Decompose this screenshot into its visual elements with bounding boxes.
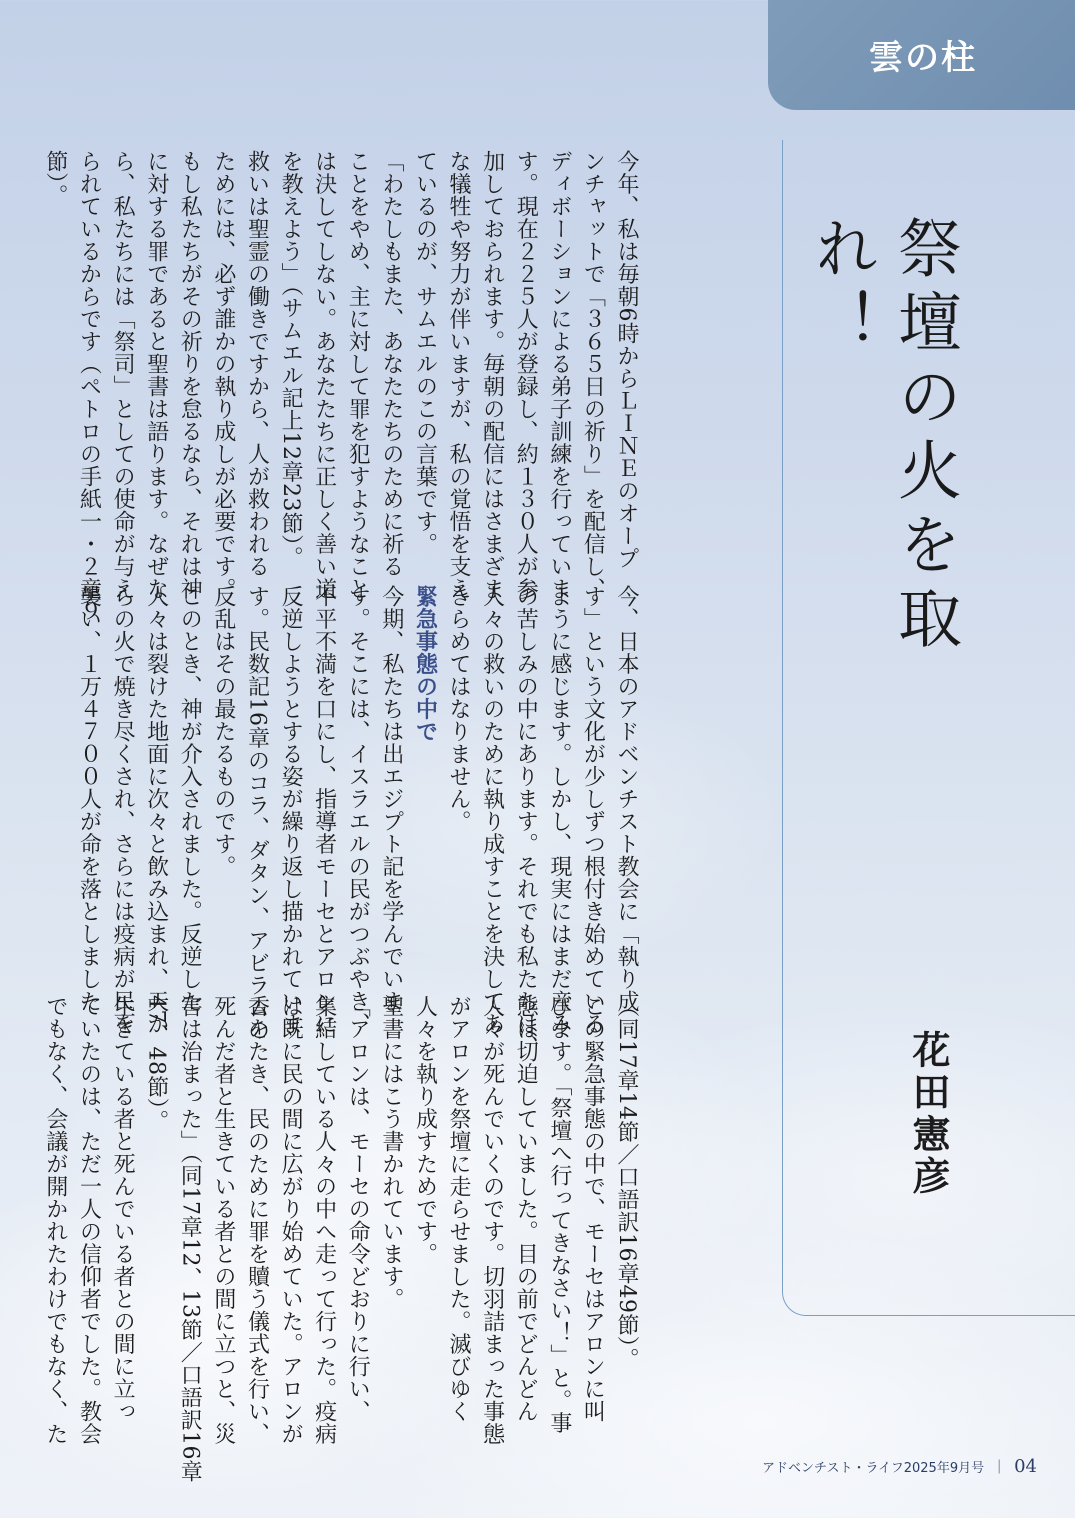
body-text-block-middle: [72, 585, 643, 1058]
body-text-block-bottom: （同17章14節／口語訳16章49節）。 この緊急事態の中で、モーセはアロンに叫 びます。「祭壇へ行ってきなさい！」と。事 態は切迫していました。目の前でどんどん 人々が死んでいくのです。切羽詰まった事態 がアロンを祭壇に走らせました。滅びゆく 人々を執り成すためです。 聖書にはこう書かれています。 「アロンは、モーセの命令どおりに行い、 集結している人々の中へ走って行った。疫病 は既に民の間に広がり始めていた。アロンが 香をたき、民のために罪を贖う儀式を行い、 死んだ者と生きている者との間に立つと、災 害は治まった」（同17章12、13節／口語訳16章 47、48節）。 生きている者と死んでいる者との間に立っ ていたのは、ただ一人の信仰者でした。教会 でもなく、会議が開かれたわけでもなく、た: [42, 995, 639, 1483]
section-label: 雲の柱: [869, 38, 977, 78]
section-subheading: 緊急事態の中で: [412, 585, 438, 743]
body-text-paragraph: 今、日本のアドベンチスト教会に「執り成 す」という文化が少しずつ根付き始めている ように感じます。しかし、現実にはまだ産み の苦しみの中にあります。それでも私たちは、 人々の救いのために執り成すことを決してあ きらめてはなりません。: [446, 585, 639, 1058]
article-author: 花田憲彦: [906, 1030, 951, 1198]
footer-separator: ｜: [992, 1459, 1007, 1476]
body-text-paragraph: 今期、私たちは出エジプト記を学んでいま す。そこには、イスラエルの民がつぶやき、 不平不満を口にし、指導者モーセとアロンに 反逆しようとする姿が繰り返し描かれていま す。民数記16章のコラ、ダタン、アビラムの 反乱はその最たるものです。 このとき、神が介入されました。反逆した 人々は裂けた地面に次々と飲み込まれ、天か らの火で焼き尽くされ、さらには疫病が民を 襲い、１万４７００人が命を落としました: [76, 585, 404, 1042]
page-number: 04: [1014, 1456, 1037, 1477]
page-footer: [762, 1456, 1037, 1477]
body-text-block-top: 今年、私は毎朝6時からＬＩＮＥのオープ ンチャットで「３６５日の祈り」を配信し、 ディボーションによる弟子訓練を行っていま す。現在２２５人が登録し、約１３０人が参 加しておられます。毎朝の配信にはさまざま な犠牲や努力が伴いますが、私の覚悟を支え ているのが、サムエルのこの言葉です。 「わたしもまた、あなたたちのために祈る ことをやめ、主に対して罪を犯すようなこと は決してしない。あなたたちに正しく善い道 を教えよう」（サムエル記上12章23節）。 救いは聖霊の働きですから、人が救われる ためには、必ず誰かの執り成しが必要です。 もし私たちがその祈りを怠るなら、それは神 に対する罪であると聖書は語ります。なぜな ら、私たちには「祭司」としての使命が与え られているからです（ペトロの手紙一・２章９ 節）。: [42, 150, 639, 623]
article-title: 祭壇の火を取れ！: [803, 215, 961, 659]
magazine-issue: アドベンチスト・ライフ2025年9月号: [762, 1461, 985, 1476]
